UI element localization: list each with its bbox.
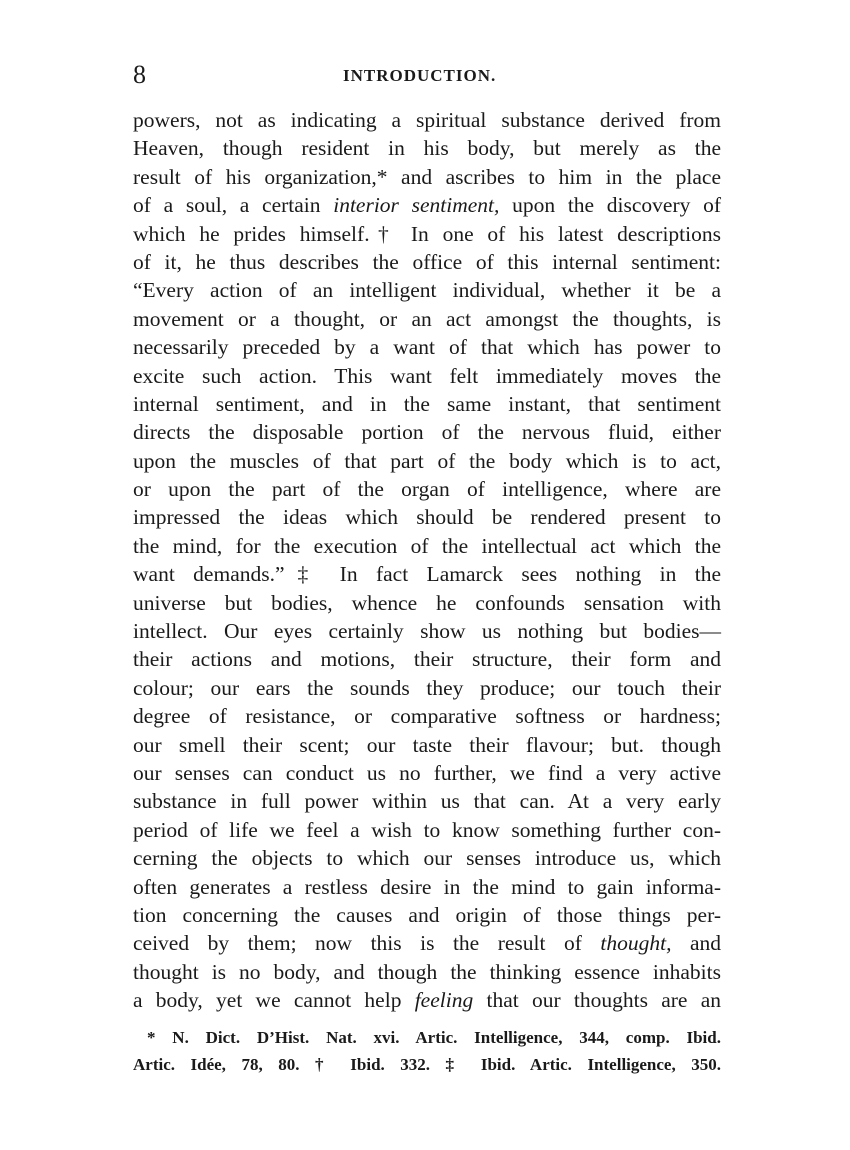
text-line: the mind, for the execution of the intellectual act which the bbox=[133, 533, 721, 558]
text-line: our smell their scent; our taste their flavour; but. though bbox=[133, 732, 721, 757]
footnote-line: * N. Dict. D’Hist. Nat. xvi. Artic. Intelligence, 344, comp. Ibid. bbox=[147, 1028, 721, 1047]
text-line: their actions and motions, their structure, their form and bbox=[133, 647, 721, 672]
text-segment: that our thoughts are an bbox=[473, 988, 721, 1013]
text-line: movement or a thought, or an act amongst the thoughts, is bbox=[133, 306, 721, 331]
text-segment: upon the discovery of bbox=[499, 193, 721, 218]
text-line bbox=[133, 929, 721, 957]
text-line: Heaven, though resident in his body, but merely as the bbox=[133, 136, 721, 161]
text-line: result of his organization,* and ascribes to him in the place bbox=[133, 164, 721, 189]
text-line: directs the disposable portion of the nervous fluid, either bbox=[133, 420, 721, 445]
italic-term-feeling: feeling bbox=[414, 988, 474, 1013]
text-segment: a body, yet we cannot help bbox=[133, 988, 415, 1013]
text-line: degree of resistance, or comparative softness or hardness; bbox=[133, 704, 721, 729]
footnote-line: Artic. Idée, 78, 80. † Ibid. 332. ‡ Ibid. Artic. Intelligence, 350. bbox=[133, 1055, 721, 1074]
text-line: powers, not as indicating a spiritual substance derived from bbox=[133, 108, 721, 132]
page-number: 8 bbox=[133, 60, 146, 89]
running-head bbox=[133, 60, 723, 90]
italic-term-interior-sentiment: interior sentiment, bbox=[333, 193, 500, 218]
text-line: necessarily preceded by a want of that which has power to bbox=[133, 335, 721, 360]
text-line: impressed the ideas which should be rendered present to bbox=[133, 505, 721, 530]
text-line: thought is no body, and though the thinking essence inhabits bbox=[133, 959, 721, 984]
text-segment: of a soul, a certain bbox=[133, 193, 334, 218]
text-line: colour; our ears the sounds they produce; our touch their bbox=[133, 675, 721, 700]
text-segment: and bbox=[671, 931, 722, 956]
text-line: our senses can conduct us no further, we find a very active bbox=[133, 760, 721, 785]
text-line: tion concerning the causes and origin of those things per- bbox=[133, 902, 721, 927]
text-line: internal sentiment, and in the same instant, that sentiment bbox=[133, 391, 721, 416]
text-line: upon the muscles of that part of the body which is to act, bbox=[133, 448, 721, 473]
text-line: period of life we feel a wish to know something further con- bbox=[133, 817, 721, 842]
text-line: often generates a restless desire in the mind to gain informa- bbox=[133, 874, 721, 899]
text-segment: ceived by them; now this is the result of bbox=[133, 931, 601, 956]
text-line: want demands.”‡ In fact Lamarck sees nothing in the bbox=[133, 562, 721, 587]
running-title: INTRODUCTION. bbox=[343, 66, 497, 85]
text-line: which he prides himself.† In one of his latest descriptions bbox=[133, 221, 721, 246]
text-line: cerning the objects to which our senses introduce us, which bbox=[133, 846, 721, 871]
text-line bbox=[133, 986, 721, 1014]
text-line: intellect. Our eyes certainly show us nothing but bodies— bbox=[133, 619, 721, 644]
body-text bbox=[133, 106, 721, 1015]
text-line: “Every action of an intelligent individual, whether it be a bbox=[133, 278, 721, 303]
footnotes bbox=[133, 1024, 721, 1078]
text-line: of it, he thus describes the office of this internal sentiment: bbox=[133, 249, 721, 274]
text-line: substance in full power within us that can. At a very early bbox=[133, 789, 721, 814]
italic-term-thought: thought, bbox=[600, 931, 672, 956]
text-line: universe but bodies, whence he confounds sensation with bbox=[133, 590, 721, 615]
text-line: excite such action. This want felt immediately moves the bbox=[133, 363, 721, 388]
text-line: or upon the part of the organ of intelligence, where are bbox=[133, 477, 721, 502]
text-line bbox=[133, 191, 721, 219]
